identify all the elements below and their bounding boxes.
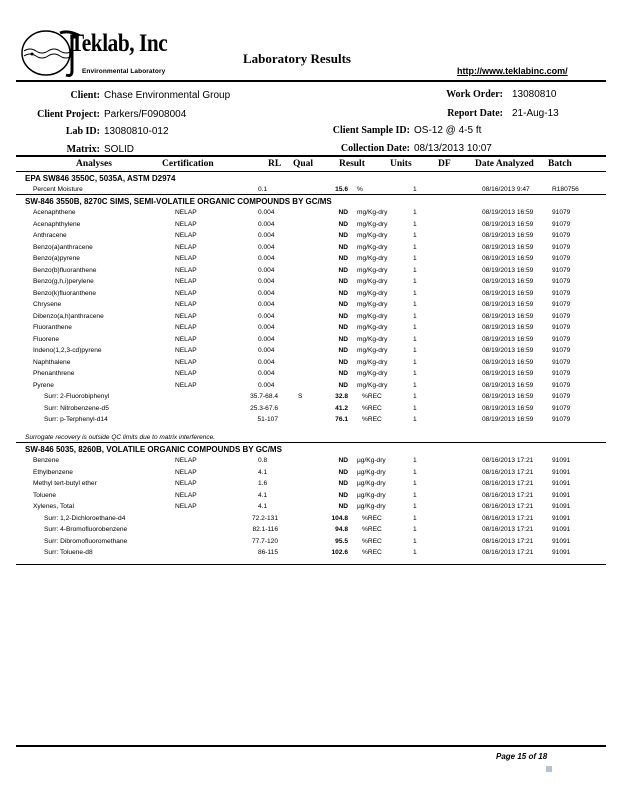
- certification-cell: NELAP: [175, 289, 197, 297]
- result-cell: ND: [338, 255, 348, 262]
- certification-cell: NELAP: [175, 324, 197, 331]
- batch-cell: 91079: [552, 289, 571, 297]
- rl-cell: 72.2-131: [251, 514, 278, 522]
- table-row: [0, 232, 618, 243]
- table-row: [0, 549, 618, 560]
- batch-cell: 91079: [552, 381, 571, 389]
- analyte-name: Xylenes, Total: [33, 503, 74, 510]
- rl-cell: 0.004: [258, 289, 275, 297]
- result-cell: ND: [338, 324, 348, 331]
- df-cell: 1: [413, 404, 417, 412]
- rl-cell: 0.004: [258, 266, 275, 274]
- section-divider: [16, 442, 606, 443]
- section-note: Surrogate recovery is outside QC limits due to matrix interference.: [25, 434, 216, 441]
- rl-cell: 1.6: [258, 480, 268, 487]
- table-row: [0, 515, 618, 526]
- table-row: [0, 405, 618, 416]
- col-result: Result: [339, 159, 365, 169]
- rl-cell: 0.1: [258, 186, 268, 193]
- certification-cell: NELAP: [175, 480, 197, 487]
- date-analyzed-cell: 08/16/2013 17:21: [482, 503, 534, 510]
- batch-cell: R180756: [552, 186, 579, 193]
- table-row: [0, 416, 618, 427]
- df-cell: 1: [413, 324, 417, 331]
- rl-cell: 77.7-120: [251, 537, 278, 545]
- certification-cell: NELAP: [175, 491, 197, 499]
- col-df: DF: [438, 159, 451, 169]
- project-label: Client Project:: [37, 109, 100, 120]
- analyte-name: Surr: 1,2-Dichloroethane-d4: [44, 514, 126, 522]
- rl-cell: 0.004: [258, 358, 275, 366]
- work-order-label: Work Order:: [446, 89, 503, 100]
- df-cell: 1: [413, 416, 417, 423]
- table-row: [0, 359, 618, 370]
- table-row: [0, 324, 618, 335]
- date-analyzed-cell: 08/19/2013 16:59: [482, 278, 534, 285]
- batch-cell: 91079: [552, 255, 571, 262]
- date-analyzed-cell: 08/19/2013 16:59: [482, 335, 534, 343]
- date-analyzed-cell: 08/16/2013 17:21: [482, 537, 534, 545]
- rl-cell: 0.004: [258, 312, 275, 320]
- analyte-name: Chrysene: [33, 301, 62, 308]
- logo-subtitle: Environmental Laboratory: [82, 68, 166, 75]
- date-analyzed-cell: 08/16/2013 17:21: [482, 457, 534, 464]
- rl-cell: 0.004: [258, 278, 275, 285]
- result-cell: ND: [338, 209, 348, 216]
- certification-cell: NELAP: [175, 347, 197, 354]
- col-rl: RL: [268, 159, 282, 169]
- analyte-name: Benzo(g,h,i)perylene: [33, 278, 94, 285]
- rl-cell: 0.004: [258, 301, 275, 308]
- units-cell: mg/Kg-dry: [357, 358, 388, 366]
- date-analyzed-cell: 08/19/2013 16:59: [482, 358, 534, 366]
- units-cell: mg/Kg-dry: [357, 255, 388, 262]
- analyte-name: Dibenzo(a,h)anthracene: [33, 312, 104, 320]
- batch-cell: 91079: [552, 404, 571, 412]
- rl-cell: 25.3-67.6: [250, 404, 278, 412]
- date-analyzed-cell: 08/19/2013 16:59: [482, 416, 534, 423]
- result-cell: ND: [338, 491, 348, 499]
- table-row: [0, 278, 618, 289]
- table-row: [0, 267, 618, 278]
- col-batch: Batch: [548, 159, 572, 169]
- units-cell: %REC: [362, 514, 382, 522]
- date-analyzed-cell: 08/19/2013 16:59: [482, 404, 534, 412]
- result-cell: ND: [338, 301, 348, 308]
- df-cell: 1: [413, 358, 417, 366]
- df-cell: 1: [413, 301, 417, 308]
- result-cell: ND: [338, 220, 348, 228]
- units-cell: mg/Kg-dry: [357, 278, 388, 285]
- units-cell: mg/Kg-dry: [357, 301, 388, 308]
- footer-divider: [16, 745, 606, 747]
- table-row: [0, 492, 618, 503]
- table-row: [0, 221, 618, 232]
- df-cell: 1: [413, 278, 417, 285]
- df-cell: 1: [413, 243, 417, 251]
- df-cell: 1: [413, 312, 417, 320]
- rl-cell: 82.1-116: [252, 526, 278, 533]
- table-row: [0, 538, 618, 549]
- certification-cell: NELAP: [175, 503, 197, 510]
- batch-cell: 91091: [552, 457, 571, 464]
- batch-cell: 91079: [552, 370, 571, 377]
- result-cell: ND: [338, 232, 348, 239]
- df-cell: 1: [413, 480, 417, 487]
- result-cell: ND: [338, 370, 348, 377]
- units-cell: mg/Kg-dry: [357, 335, 388, 343]
- section-title: SW-846 3550B, 8270C SIMS, SEMI-VOLATILE ORGANIC COMPOUNDS BY GC/MS: [25, 197, 332, 206]
- units-cell: %REC: [362, 393, 382, 400]
- units-cell: mg/Kg-dry: [357, 347, 388, 354]
- logo-wordmark: Teklab, Inc: [70, 30, 168, 57]
- units-cell: mg/Kg-dry: [357, 312, 388, 320]
- batch-cell: 91091: [552, 503, 571, 510]
- column-header-divider: [16, 171, 606, 172]
- units-cell: %REC: [362, 416, 382, 423]
- date-analyzed-cell: 08/19/2013 16:59: [482, 243, 534, 251]
- batch-cell: 91079: [552, 335, 571, 343]
- rl-cell: 0.004: [258, 370, 275, 377]
- certification-cell: NELAP: [175, 335, 197, 343]
- rl-cell: 4.1: [258, 491, 268, 499]
- analyte-name: Benzo(a)anthracene: [33, 243, 93, 251]
- col-certification: Certification: [162, 159, 214, 169]
- df-cell: 1: [413, 335, 417, 343]
- df-cell: 1: [413, 347, 417, 354]
- rl-cell: 0.004: [258, 232, 275, 239]
- certification-cell: NELAP: [175, 370, 197, 377]
- units-cell: mg/Kg-dry: [357, 232, 388, 239]
- date-analyzed-cell: 08/19/2013 16:59: [482, 301, 534, 308]
- result-cell: ND: [338, 480, 348, 487]
- analyte-name: Fluorene: [33, 335, 60, 343]
- df-cell: 1: [413, 491, 417, 499]
- analyte-name: Benzo(b)fluoranthene: [33, 266, 97, 274]
- units-cell: µg/Kg-dry: [357, 491, 386, 499]
- rl-cell: 0.004: [258, 220, 275, 228]
- result-cell: ND: [338, 335, 348, 343]
- date-analyzed-cell: 08/19/2013 16:59: [482, 393, 534, 400]
- units-cell: mg/Kg-dry: [357, 266, 388, 274]
- certification-cell: NELAP: [175, 243, 197, 251]
- rl-cell: 86-115: [257, 549, 278, 556]
- result-cell: ND: [338, 358, 348, 366]
- analyte-name: Indeno(1,2,3-cd)pyrene: [33, 347, 102, 354]
- df-cell: 1: [413, 255, 417, 262]
- table-row: [0, 336, 618, 347]
- rl-cell: 0.004: [258, 381, 275, 389]
- units-cell: %REC: [362, 404, 382, 412]
- units-cell: µg/Kg-dry: [357, 503, 386, 510]
- date-analyzed-cell: 08/19/2013 16:59: [482, 381, 534, 389]
- table-row: [0, 382, 618, 393]
- analyte-name: Surr: 4-Bromofluorobenzene: [44, 526, 128, 533]
- batch-cell: 91091: [552, 491, 571, 499]
- result-cell: ND: [338, 457, 348, 464]
- rl-cell: 4.1: [258, 503, 268, 510]
- analyte-name: Fluoranthene: [33, 324, 72, 331]
- rl-cell: 0.004: [258, 243, 275, 251]
- rl-cell: 0.004: [258, 324, 275, 331]
- table-row: [0, 244, 618, 255]
- result-cell: 95.5: [335, 537, 348, 545]
- batch-cell: 91079: [552, 358, 571, 366]
- result-cell: ND: [338, 468, 348, 476]
- website-link[interactable]: http://www.teklabinc.com/: [457, 66, 568, 76]
- lab-id-value: 13080810-012: [104, 126, 169, 137]
- rl-cell: 0.004: [258, 335, 275, 343]
- date-analyzed-cell: 08/19/2013 16:59: [482, 209, 534, 216]
- report-date-label: Report Date:: [447, 108, 503, 119]
- analyte-name: Surr: Toluene-d8: [44, 549, 93, 556]
- df-cell: 1: [413, 537, 417, 545]
- df-cell: 1: [413, 514, 417, 522]
- page-mark-icon: [546, 766, 552, 772]
- units-cell: mg/Kg-dry: [357, 289, 388, 297]
- table-row: [0, 255, 618, 266]
- batch-cell: 91079: [552, 324, 571, 331]
- result-cell: ND: [338, 381, 348, 389]
- rl-cell: 0.004: [258, 209, 275, 216]
- units-cell: mg/Kg-dry: [357, 370, 388, 377]
- date-analyzed-cell: 08/16/2013 9:47: [482, 186, 530, 193]
- meta-divider: [16, 155, 606, 157]
- analyte-name: Naphthalene: [33, 358, 71, 366]
- section-divider: [16, 564, 606, 565]
- table-row: [0, 469, 618, 480]
- analyte-name: Phenanthrene: [33, 370, 75, 377]
- rl-cell: 51-107: [257, 416, 278, 423]
- analyte-name: Toluene: [33, 491, 57, 499]
- result-cell: ND: [338, 312, 348, 320]
- analyte-name: Benzo(k)fluoranthene: [33, 289, 97, 297]
- col-units: Units: [390, 159, 412, 169]
- batch-cell: 91091: [552, 537, 571, 545]
- table-row: [0, 370, 618, 381]
- table-row: [0, 503, 618, 514]
- batch-cell: 91079: [552, 393, 571, 400]
- table-row: [0, 393, 618, 404]
- work-order-value: 13080810: [512, 89, 557, 100]
- certification-cell: NELAP: [175, 278, 197, 285]
- rl-cell: 0.004: [258, 255, 275, 262]
- date-analyzed-cell: 08/19/2013 16:59: [482, 232, 534, 239]
- units-cell: %REC: [362, 549, 382, 556]
- batch-cell: 91079: [552, 278, 571, 285]
- date-analyzed-cell: 08/19/2013 16:59: [482, 266, 534, 274]
- section-title: EPA SW846 3550C, 5035A, ASTM D2974: [25, 174, 176, 183]
- df-cell: 1: [413, 370, 417, 377]
- analyte-name: Surr: 2-Fluorobiphenyl: [44, 393, 110, 400]
- certification-cell: NELAP: [175, 232, 197, 239]
- rl-cell: 0.8: [258, 457, 268, 464]
- collection-date-value: 08/13/2013 10:07: [414, 143, 492, 154]
- units-cell: mg/Kg-dry: [357, 243, 388, 251]
- result-cell: ND: [338, 289, 348, 297]
- matrix-label: Matrix:: [66, 144, 100, 155]
- batch-cell: 91079: [552, 312, 571, 320]
- certification-cell: NELAP: [175, 209, 197, 216]
- analyte-name: Ethylbenzene: [33, 468, 73, 476]
- table-row: [0, 301, 618, 312]
- units-cell: mg/Kg-dry: [357, 381, 388, 389]
- df-cell: 1: [413, 232, 417, 239]
- df-cell: 1: [413, 381, 417, 389]
- batch-cell: 91079: [552, 416, 571, 423]
- df-cell: 1: [413, 468, 417, 476]
- col-qual: Qual: [293, 159, 314, 169]
- result-cell: 41.2: [335, 404, 348, 412]
- project-value: Parkers/F0908004: [104, 109, 187, 120]
- units-cell: %: [357, 186, 363, 193]
- batch-cell: 91091: [552, 468, 571, 476]
- batch-cell: 91079: [552, 243, 571, 251]
- matrix-value: SOLID: [104, 144, 135, 155]
- df-cell: 1: [413, 457, 417, 464]
- analyte-name: Acenaphthene: [33, 209, 76, 216]
- certification-cell: NELAP: [175, 220, 197, 228]
- sample-id-label: Client Sample ID:: [332, 125, 410, 136]
- batch-cell: 91091: [552, 480, 571, 487]
- result-cell: 76.1: [335, 416, 348, 423]
- batch-cell: 91091: [552, 549, 571, 556]
- date-analyzed-cell: 08/16/2013 17:21: [482, 480, 534, 487]
- result-cell: ND: [338, 503, 348, 510]
- date-analyzed-cell: 08/19/2013 16:59: [482, 347, 534, 354]
- certification-cell: NELAP: [175, 301, 197, 308]
- lab-id-label: Lab ID:: [65, 126, 100, 137]
- collection-date-label: Collection Date:: [340, 143, 410, 154]
- analyte-name: Surr: p-Terphenyl-d14: [44, 416, 108, 423]
- col-date-analyzed: Date Analyzed: [475, 159, 534, 169]
- certification-cell: NELAP: [175, 468, 197, 476]
- analyte-name: Benzene: [33, 457, 60, 464]
- result-cell: ND: [338, 347, 348, 354]
- table-row: [0, 526, 618, 537]
- client-label: Client:: [70, 90, 100, 101]
- page-number: Page 15 of 18: [496, 752, 548, 761]
- section-title: SW-846 5035, 8260B, VOLATILE ORGANIC COMPOUNDS BY GC/MS: [25, 445, 282, 454]
- certification-cell: NELAP: [175, 358, 197, 366]
- date-analyzed-cell: 08/16/2013 17:21: [482, 468, 534, 476]
- date-analyzed-cell: 08/16/2013 17:21: [482, 514, 534, 522]
- date-analyzed-cell: 08/19/2013 16:59: [482, 324, 534, 331]
- analyte-name: Surr: Nitrobenzene-d5: [44, 404, 109, 412]
- date-analyzed-cell: 08/16/2013 17:21: [482, 549, 534, 556]
- table-row: [0, 480, 618, 491]
- units-cell: mg/Kg-dry: [357, 220, 388, 228]
- units-cell: µg/Kg-dry: [357, 457, 386, 464]
- df-cell: 1: [413, 526, 417, 533]
- analyte-name: Percent Moisture: [33, 186, 83, 193]
- result-cell: ND: [338, 243, 348, 251]
- rl-cell: 4.1: [258, 468, 268, 476]
- date-analyzed-cell: 08/19/2013 16:59: [482, 370, 534, 377]
- batch-cell: 91079: [552, 209, 571, 216]
- result-cell: 15.6: [335, 186, 348, 193]
- batch-cell: 91091: [552, 514, 571, 522]
- table-row: [0, 457, 618, 468]
- df-cell: 1: [413, 266, 417, 274]
- df-cell: 1: [413, 503, 417, 510]
- units-cell: mg/Kg-dry: [357, 324, 388, 331]
- df-cell: 1: [413, 393, 417, 400]
- units-cell: µg/Kg-dry: [357, 480, 386, 487]
- client-value: Chase Environmental Group: [104, 90, 231, 101]
- date-analyzed-cell: 08/19/2013 16:59: [482, 255, 534, 262]
- batch-cell: 91091: [552, 526, 571, 533]
- result-cell: 32.8: [335, 393, 348, 400]
- certification-cell: NELAP: [175, 266, 197, 274]
- date-analyzed-cell: 08/19/2013 16:59: [482, 289, 534, 297]
- certification-cell: NELAP: [175, 312, 197, 320]
- section-divider: [16, 194, 606, 195]
- rl-cell: 0.004: [258, 347, 275, 354]
- df-cell: 1: [413, 220, 417, 228]
- date-analyzed-cell: 08/19/2013 16:59: [482, 312, 534, 320]
- result-cell: ND: [338, 266, 348, 274]
- certification-cell: NELAP: [175, 457, 197, 464]
- df-cell: 1: [413, 209, 417, 216]
- df-cell: 1: [413, 549, 417, 556]
- units-cell: µg/Kg-dry: [357, 468, 386, 476]
- table-row: [0, 290, 618, 301]
- table-row: [0, 347, 618, 358]
- certification-cell: NELAP: [175, 381, 197, 389]
- batch-cell: 91079: [552, 266, 571, 274]
- date-analyzed-cell: 08/19/2013 16:59: [482, 220, 534, 228]
- col-analyses: Analyses: [76, 159, 112, 169]
- date-analyzed-cell: 08/16/2013 17:21: [482, 526, 534, 533]
- batch-cell: 91079: [552, 220, 571, 228]
- table-row: [0, 209, 618, 220]
- batch-cell: 91079: [552, 232, 571, 239]
- df-cell: 1: [413, 289, 417, 297]
- units-cell: %REC: [362, 537, 382, 545]
- report-date-value: 21-Aug-13: [512, 108, 559, 119]
- sample-id-value: OS-12 @ 4-5 ft: [414, 125, 482, 136]
- date-analyzed-cell: 08/16/2013 17:21: [482, 491, 534, 499]
- analyte-name: Methyl tert-butyl ether: [33, 480, 97, 487]
- analyte-name: Surr: Dibromofluoromethane: [44, 537, 128, 545]
- batch-cell: 91079: [552, 301, 571, 308]
- certification-cell: NELAP: [175, 255, 197, 262]
- analyte-name: Pyrene: [33, 381, 54, 389]
- df-cell: 1: [413, 186, 417, 193]
- result-cell: 102.6: [331, 549, 348, 556]
- units-cell: %REC: [362, 526, 382, 533]
- analyte-name: Anthracene: [33, 232, 67, 239]
- units-cell: mg/Kg-dry: [357, 209, 388, 216]
- header-divider: [16, 80, 606, 82]
- result-cell: 104.8: [331, 514, 348, 522]
- analyte-name: Benzo(a)pyrene: [33, 255, 80, 262]
- result-cell: 94.8: [335, 526, 348, 533]
- qualifier-cell: S: [298, 393, 303, 400]
- document-title: Laboratory Results: [243, 51, 351, 66]
- analyte-name: Acenaphthylene: [33, 220, 81, 228]
- result-cell: ND: [338, 278, 348, 285]
- table-row: [0, 313, 618, 324]
- table-row: [0, 186, 618, 197]
- rl-cell: 35.7-68.4: [250, 393, 278, 400]
- batch-cell: 91079: [552, 347, 571, 354]
